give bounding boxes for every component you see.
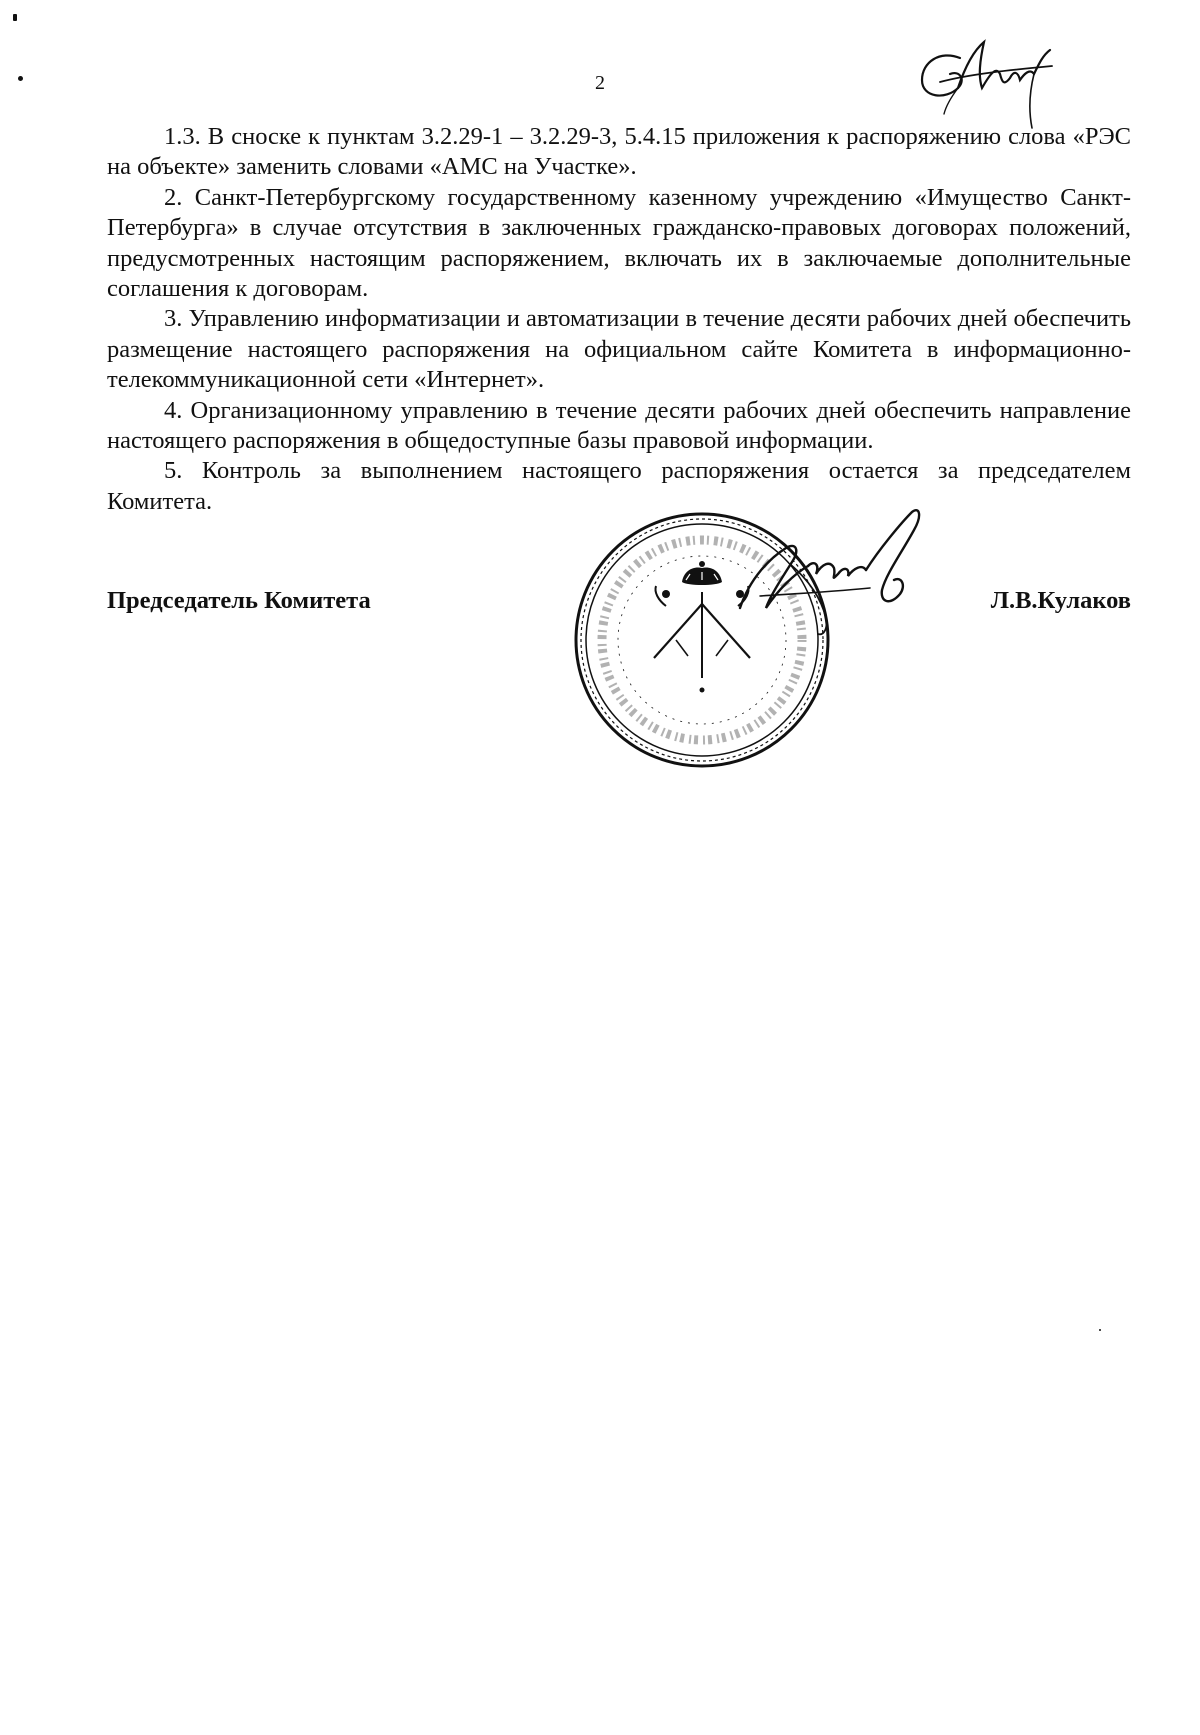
paragraph-2: 2. Санкт-Петербургскому государственному казенному учреждению «Имущество Санкт-Петербурга» в случае отсутствия в заключенных гражданско-правовых договорах положений, предусмотренных настоящим распоряжением, включать их в заключаемые дополнительные соглашения к договорам. xyxy=(107,183,1131,303)
scan-dot xyxy=(13,14,17,21)
page-number: 2 xyxy=(595,72,605,94)
paragraph-4: 4. Организационному управлению в течение десяти рабочих дней обеспечить направление настоящего распоряжения в общедоступные базы правовой информации. xyxy=(107,396,1131,455)
paragraph-3: 3. Управлению информатизации и автоматизации в течение десяти рабочих дней обеспечить размещение настоящего распоряжения на официальном сайте Комитета в информационно-телекоммуникационной сети «Интернет». xyxy=(107,305,1131,394)
scan-dot xyxy=(1099,1329,1101,1331)
signature-block xyxy=(107,587,1131,627)
paragraph-5: 5. Контроль за выполнением настоящего распоряжения остается за председателем Комитета. xyxy=(107,457,1131,515)
paragraph-1-3: 1.3. В сноске к пунктам 3.2.29-1 – 3.2.29-3, 5.4.15 приложения к распоряжению слова «РЭС на объекте» заменить словами «АМС на Участке». xyxy=(107,123,1131,181)
signer-name: Л.В.Кулаков xyxy=(990,587,1131,614)
signer-title: Председатель Комитета xyxy=(107,587,371,614)
document-body xyxy=(107,122,1131,517)
visa-signature-icon xyxy=(900,30,1070,130)
